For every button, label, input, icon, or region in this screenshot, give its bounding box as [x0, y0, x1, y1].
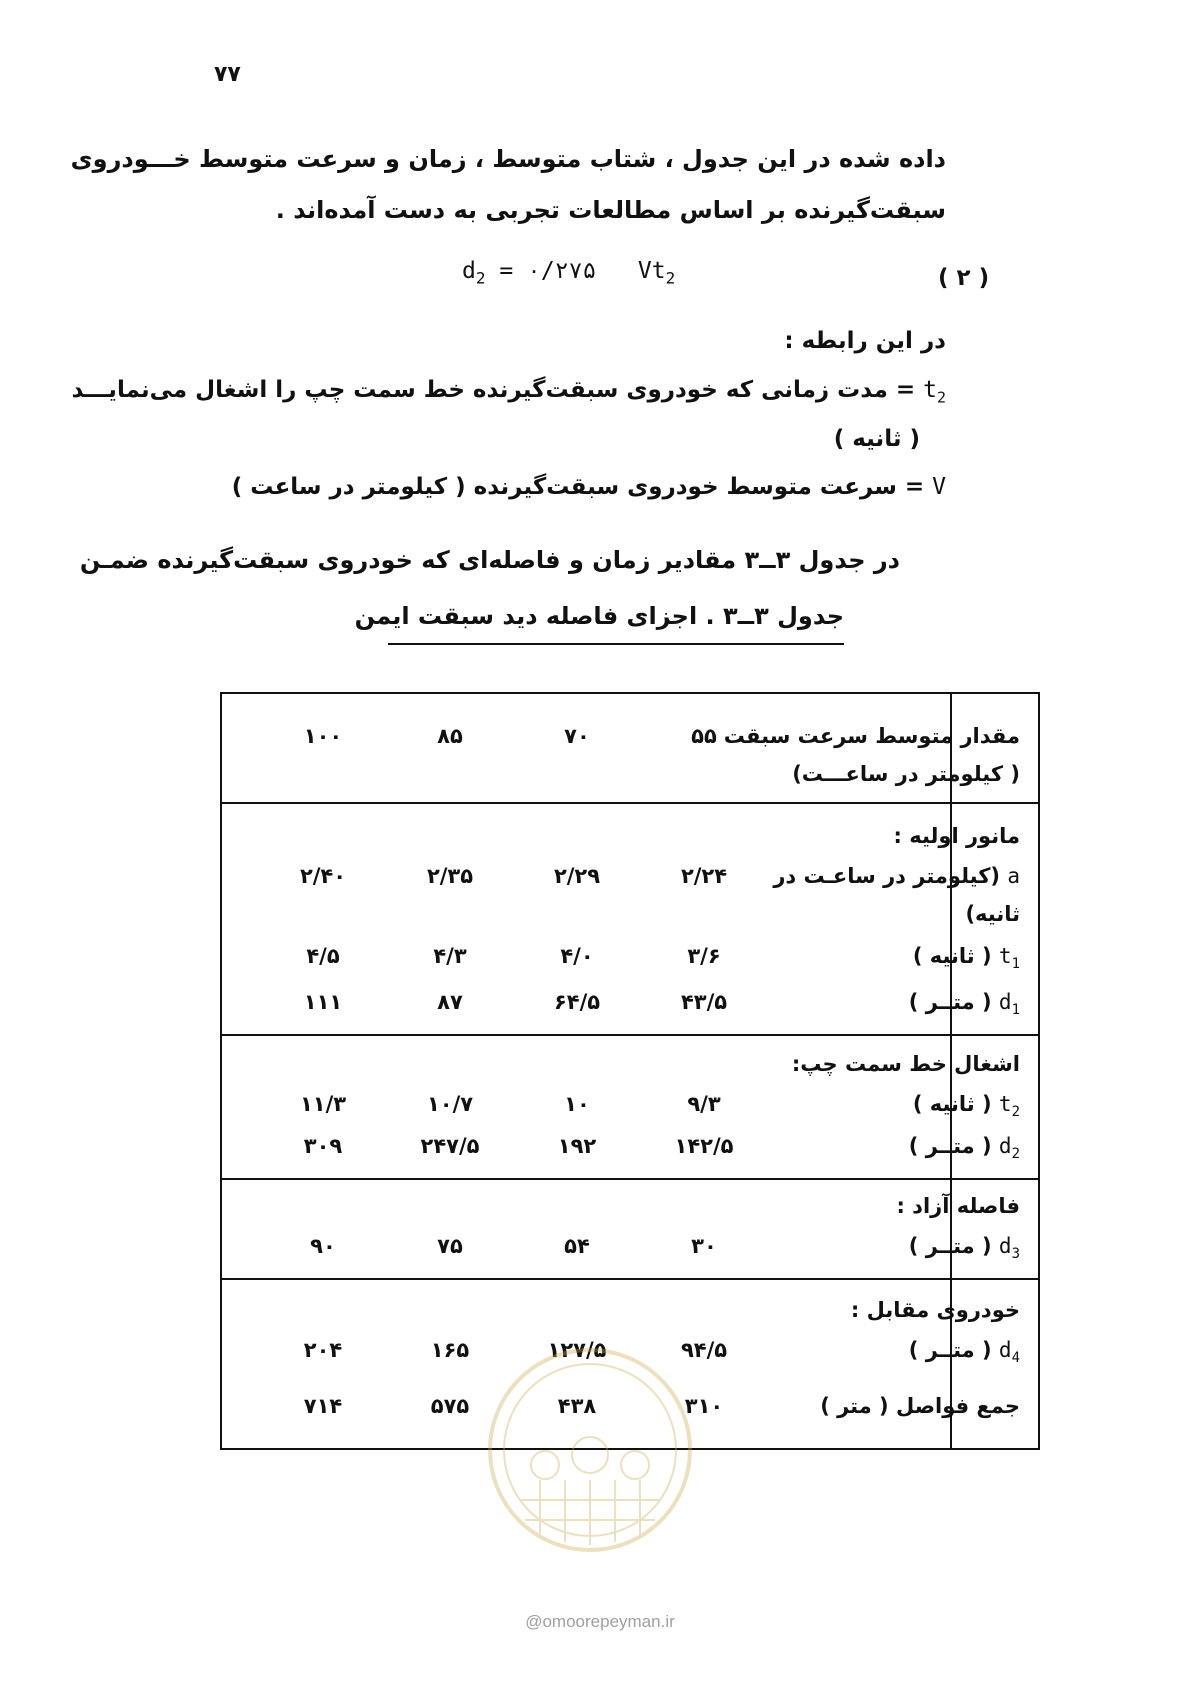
- equation-number: ( ۲ ): [938, 265, 990, 291]
- table-row-divider: [222, 1278, 1038, 1280]
- header-speed-value: ۵۵: [691, 724, 717, 748]
- d1-value: ۴۳/۵: [680, 990, 728, 1014]
- formula-rhs: Vt: [637, 258, 666, 284]
- total-distance-value: ۵۷۵: [430, 1394, 470, 1418]
- acceleration-value: ۲/۲۹: [553, 864, 601, 888]
- paragraph-line-2: سبقت‌گیرنده بر اساس مطالعات تجربی به دست آمده‌اند .: [275, 196, 946, 224]
- definition-t2: [71, 377, 946, 407]
- paragraph-line-1: داده شده در این جدول ، شتاب متوسط ، زمان و سرعت متوسط خـــودروی: [70, 145, 946, 173]
- formula: [462, 258, 675, 288]
- d1-label: $d_1$ ( متــر ): [908, 990, 1020, 1019]
- formula-lhs-sub: 2: [475, 268, 486, 288]
- definition-v-text: = سرعت متوسط خودروی سبقت‌گیرنده ( کیلومتر در ساعت ): [231, 474, 925, 500]
- definitions-intro: در این رابطه :: [784, 328, 946, 354]
- d2-value: ۱۴۲/۵: [674, 1134, 734, 1158]
- initial-maneuver-title: مانور اولیه :: [893, 824, 1020, 848]
- left-lane-title: اشغال خط سمت چپ:: [791, 1052, 1020, 1076]
- formula-lhs: d: [462, 258, 476, 284]
- d3-value: ۷۵: [437, 1234, 463, 1258]
- table-row-divider: [222, 802, 1038, 804]
- watermark-logo-icon: [480, 1330, 700, 1590]
- formula-coefficient: ۰/۲۷۵: [527, 258, 597, 284]
- acceleration-value: ۲/۲۴: [680, 864, 728, 888]
- d1-value: ۶۴/۵: [553, 990, 601, 1014]
- header-speed-value: ۷۰: [564, 724, 590, 748]
- header-speed-value: ۸۵: [437, 724, 463, 748]
- acceleration-value: ۲/۴۰: [299, 864, 347, 888]
- d4-value: ۹۴/۵: [680, 1338, 728, 1362]
- total-distance-value: ۴۳۸: [557, 1394, 597, 1418]
- definition-v: [232, 474, 946, 500]
- d4-value: ۱۲۷/۵: [547, 1338, 607, 1362]
- total-distance-value: ۷۱۴: [303, 1394, 343, 1418]
- t1-value: ۴/۰: [560, 944, 594, 968]
- d3-value: ۹۰: [310, 1234, 336, 1258]
- d1-value: ۸۷: [437, 990, 463, 1014]
- clearance-title: فاصله آزاد :: [896, 1194, 1020, 1218]
- header-label: مقدار متوسط سرعت سبقت: [723, 724, 1020, 748]
- table-intro-line: در جدول ۳ــ۳ مقادیر زمان و فاصله‌ای که خودروی سبقت‌گیرنده ضمـن: [79, 546, 900, 574]
- t2-value: ۱۱/۳: [299, 1092, 347, 1116]
- t2-value: ۱۰: [564, 1092, 590, 1116]
- initial-maneuver-a-label-cont: ثانیه): [965, 902, 1020, 926]
- t1-value: ۴/۳: [433, 944, 467, 968]
- formula-equals: =: [499, 258, 514, 284]
- table-row-divider: [222, 1178, 1038, 1180]
- caption-underline: [388, 643, 844, 645]
- page-number: ۷۷: [214, 62, 241, 87]
- definition-t2-symbol: $t_2$: [923, 377, 946, 407]
- d3-value: ۵۴: [564, 1234, 590, 1258]
- definition-t2-unit: ( ثانیه ): [833, 426, 920, 452]
- table-row-divider: [222, 1034, 1038, 1036]
- d2-value: ۳۰۹: [303, 1134, 343, 1158]
- t2-value: ۱۰/۷: [426, 1092, 474, 1116]
- d4-value: ۱۶۵: [430, 1338, 470, 1362]
- d4-value: ۲۰۴: [303, 1338, 343, 1362]
- acceleration-value: ۲/۳۵: [426, 864, 474, 888]
- d3-label: $d_3$ ( متــر ): [908, 1234, 1020, 1263]
- initial-maneuver-a-label: a (کیلومتر در ساعـت در: [773, 864, 1020, 888]
- table-caption: جدول ۳ــ۳ . اجزای فاصله دید سبقت ایمن: [354, 602, 844, 630]
- formula-rhs-sub: 2: [665, 268, 676, 288]
- definition-t2-text: = مدت زمانی که خودروی سبقت‌گیرنده خط سمت چپ را اشغال می‌نمایـــد: [71, 377, 916, 403]
- t1-value: ۳/۶: [687, 944, 721, 968]
- t1-label: $t_1$ ( ثانیه ): [912, 944, 1020, 973]
- t2-value: ۹/۳: [687, 1092, 721, 1116]
- d2-value: ۲۴۷/۵: [420, 1134, 480, 1158]
- total-distance-value: ۳۱۰: [684, 1394, 724, 1418]
- d1-value: ۱۱۱: [303, 990, 343, 1014]
- total-distance-label: جمع فواصل ( متر ): [820, 1394, 1020, 1418]
- d2-label: $d_2$ ( متــر ): [908, 1134, 1020, 1163]
- watermark-handle: @omoorepeyman.ir: [525, 1612, 675, 1631]
- t1-value: ۴/۵: [306, 944, 340, 968]
- opposing-vehicle-title: خودروی مقابل :: [850, 1298, 1020, 1322]
- d2-value: ۱۹۲: [557, 1134, 597, 1158]
- d4-label: $d_4$ ( متــر ): [908, 1338, 1020, 1367]
- t2-label: $t_2$ ( ثانیه ): [912, 1092, 1020, 1121]
- header-speed-value: ۱۰۰: [303, 724, 343, 748]
- definition-v-symbol: V: [932, 474, 946, 500]
- header-label-unit: ( کیلومتر در ساعـــت): [792, 762, 1020, 786]
- d3-value: ۳۰: [691, 1234, 717, 1258]
